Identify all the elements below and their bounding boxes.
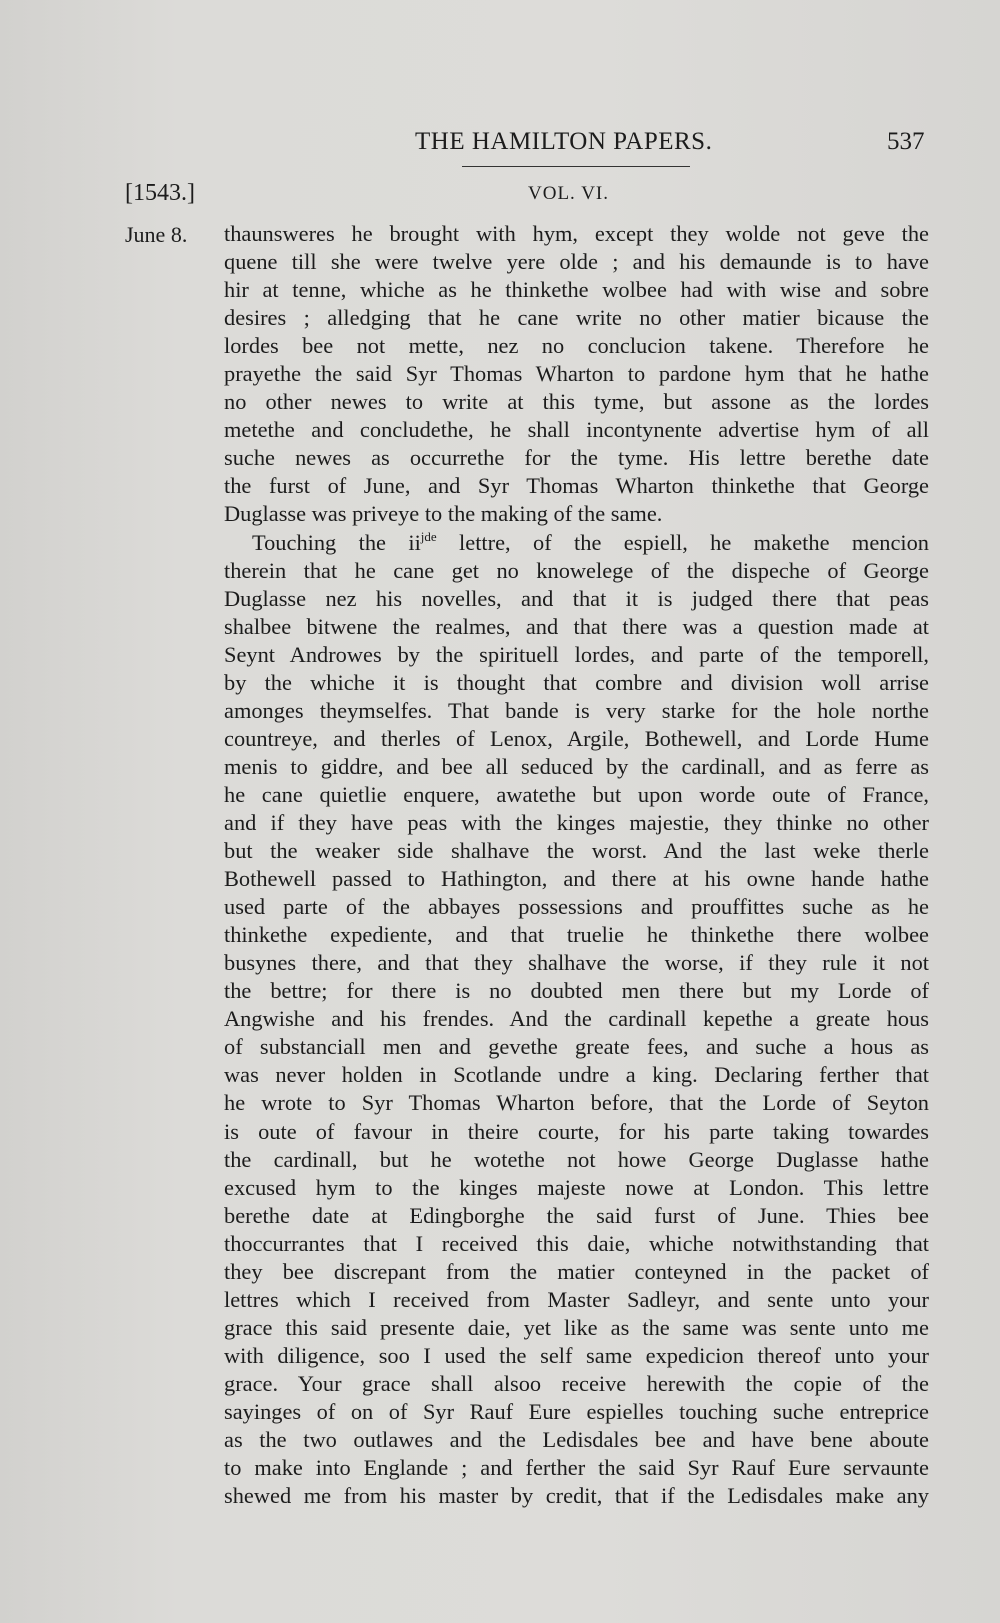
text-line: Bothewell passed to Hathington, and there at his owne hande hathe (224, 866, 929, 892)
text-line: therein that he cane get no knowelege of the dispeche of George (224, 557, 929, 583)
text-line: the bettre; for there is no doubted men there but my Lorde of (224, 978, 929, 1004)
text-line: the cardinall, but he wotethe not howe George Duglasse hathe (224, 1146, 929, 1172)
text-fragment: lettre, of the espiell, he makethe mencion (436, 529, 929, 555)
book-title: THE HAMILTON PAPERS. (415, 128, 713, 155)
text-line: metethe and concludethe, he shall incontynente advertise hym of all (224, 417, 929, 443)
text-line: Seynt Androwes by the spirituell lordes, and parte of the temporell, (224, 641, 929, 667)
text-line: lettres which I received from Master Sadleyr, and sente unto your (224, 1286, 929, 1312)
text-line: of substanciall men and gevethe greate fees, and suche a hous as (224, 1034, 929, 1060)
text-line: sayinges of on of Syr Rauf Eure espielles touching suche entreprice (224, 1398, 929, 1424)
text-line: is oute of favour in theire courte, for his parte taking towardes (224, 1118, 929, 1144)
page-number: 537 (887, 128, 925, 155)
text-line: thaunsweres he brought with hym, except they wolde not geve the (224, 221, 929, 246)
running-head (0, 128, 1000, 168)
text-line: shalbee bitwene the realmes, and that there was a question made at (224, 613, 929, 639)
ordinal-superscript: jde (420, 528, 437, 544)
text-line: berethe date at Edingborghe the said furst of June. Thies bee (224, 1202, 929, 1228)
text-line: excused hym to the kinges majeste nowe at London. This lettre (224, 1174, 929, 1200)
text-line: as the two outlawes and the Ledisdales bee and have bene aboute (224, 1427, 929, 1453)
text-line: amonges theymselfes. That bande is very starke for the hole northe (224, 697, 929, 723)
text-line: Angwishe and his frendes. And the cardinall kepethe a greate hous (224, 1006, 929, 1032)
text-line: suche newes as occurrethe for the tyme. His lettre berethe date (224, 445, 929, 471)
text-line: Duglasse nez his novelles, and that it is judged there that peas (224, 585, 929, 611)
text-line: thinkethe expediente, and that truelie he thinkethe there wolbee (224, 922, 929, 948)
text-line: used parte of the abbayes possessions and prouffittes suche as he (224, 894, 929, 920)
text-line (224, 529, 929, 557)
text-line: was never holden in Scotlande undre a king. Declaring ferther that (224, 1062, 929, 1088)
text-line: thoccurrantes that I received this daie, whiche notwithstanding that (224, 1230, 929, 1256)
text-line: grace. Your grace shall alsoo receive herewith the copie of the (224, 1370, 929, 1396)
text-line: but the weaker side shalhave the worst. And the last weke therle (224, 838, 929, 864)
text-line: to make into Englande ; and ferther the said Syr Rauf Eure servaunte (224, 1455, 929, 1481)
text-fragment: Touching the ii (252, 529, 421, 555)
text-line: Duglasse was priveye to the making of the same. (224, 501, 663, 527)
text-line: busynes there, and that they shalhave the worse, if they rule it not (224, 950, 929, 976)
body-text (224, 220, 929, 1510)
text-line: menis to giddre, and bee all seduced by the cardinall, and as ferre as (224, 753, 929, 779)
year-marker: [1543.] (125, 180, 195, 206)
margin-date: June 8. (125, 222, 188, 247)
header-rule (462, 166, 690, 167)
text-line: and if they have peas with the kinges majestie, they thinke no other (224, 809, 929, 835)
text-line: by the whiche it is thought that combre and division woll arrise (224, 669, 929, 695)
text-line: with diligence, soo I used the self same expedicion thereof unto your (224, 1342, 929, 1368)
text-line: they bee discrepant from the matier conteyned in the packet of (224, 1258, 929, 1284)
text-line: quene till she were twelve yere olde ; and his demaunde is to have (224, 249, 929, 275)
text-line: lordes bee not mette, nez no conclucion takene. Therefore he (224, 333, 929, 359)
text-line: he wrote to Syr Thomas Wharton before, that the Lorde of Seyton (224, 1090, 929, 1116)
text-line: no other newes to write at this tyme, but assone as the lordes (224, 389, 929, 415)
text-line: desires ; alledging that he cane write no other matier bicause the (224, 305, 929, 331)
text-line: shewed me from his master by credit, that if the Ledisdales make any (224, 1483, 929, 1509)
text-line: countreye, and therles of Lenox, Argile, Bothewell, and Lorde Hume (224, 725, 929, 751)
text-line: the furst of June, and Syr Thomas Wharton thinkethe that George (224, 473, 929, 499)
text-line: prayethe the said Syr Thomas Wharton to pardone hym that he hathe (224, 361, 929, 387)
text-line: hir at tenne, whiche as he thinkethe wolbee had with wise and sobre (224, 277, 929, 303)
text-line: grace this said presente daie, yet like as the same was sente unto me (224, 1314, 929, 1340)
text-line: he cane quietlie enquere, awatethe but upon worde oute of France, (224, 781, 929, 807)
volume-marker: VOL. VI. (528, 183, 610, 204)
